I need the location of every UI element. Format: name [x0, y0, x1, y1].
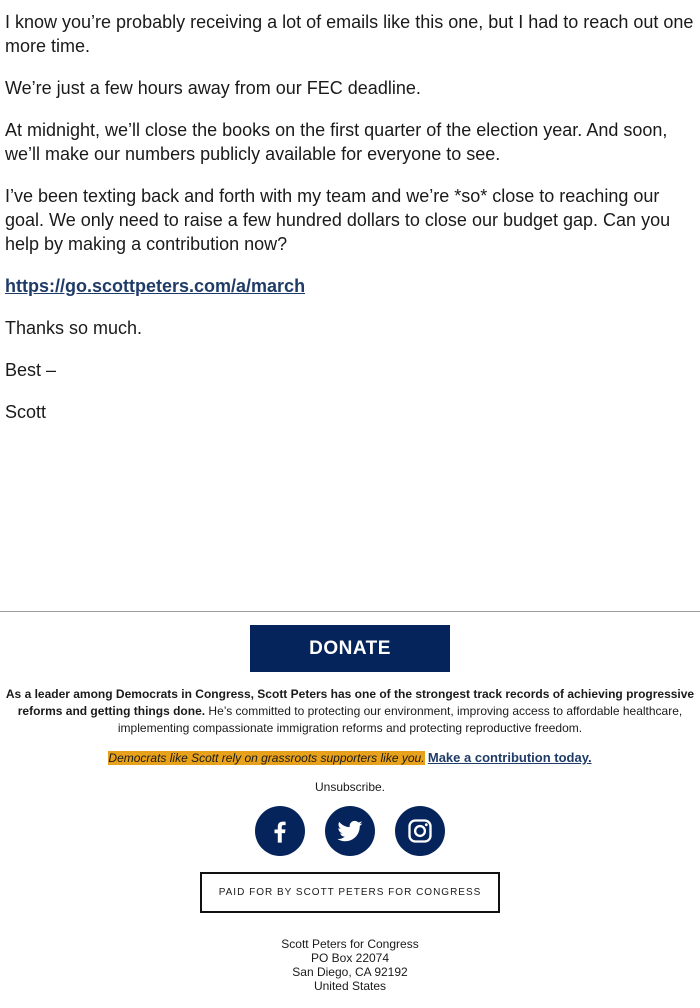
address-line-4: United States: [313, 979, 387, 993]
grassroots-highlight: Democrats like Scott rely on grassroots supporters like you.: [108, 751, 425, 765]
email-body: [0, 0, 700, 424]
mission-rest-text: He’s committed to protecting our environment, improving access to affordable healthcare, implementing compassionate immigration reforms and protecting reproductive freedom.: [117, 704, 683, 735]
paid-for-disclaimer: PAID FOR BY SCOTT PETERS FOR CONGRESS: [200, 872, 500, 913]
email-footer: [0, 625, 700, 993]
address-line-3: San Diego, CA 92192: [292, 965, 408, 979]
mission-statement: [5, 686, 695, 737]
body-paragraph-4: I’ve been texting back and forth with my team and we’re *so* close to reaching our goal. We only need to raise a few hundred dollars to close our budget gap. Can you help by making a contribution now?: [5, 186, 671, 254]
footer-divider: [0, 611, 700, 612]
mailing-address: [0, 937, 700, 993]
body-paragraph-2: We’re just a few hours away from our FEC deadline.: [5, 78, 421, 98]
mission-bold-text: As a leader among Democrats in Congress, Scott Peters has one of the strongest track records of achieving progressive reforms and getting things done.: [5, 687, 695, 718]
body-paragraph-1: I know you’re probably receiving a lot of emails like this one, but I had to reach out one more time.: [5, 12, 694, 56]
donation-link-paragraph: [5, 274, 695, 298]
unsubscribe-link[interactable]: Unsubscribe.: [314, 780, 386, 794]
grassroots-line: [0, 750, 700, 766]
donate-button[interactable]: DONATE: [250, 625, 450, 672]
signoff-text: Best –: [5, 360, 57, 380]
facebook-icon[interactable]: [255, 806, 305, 856]
instagram-icon[interactable]: [395, 806, 445, 856]
body-paragraph-3: At midnight, we’ll close the books on the first quarter of the election year. And soon, we’ll make our numbers publicly available for everyone to see.: [5, 120, 668, 164]
signature-text: Scott: [5, 402, 47, 422]
address-line-2: PO Box 22074: [310, 951, 390, 965]
thanks-text: Thanks so much.: [5, 318, 143, 338]
social-icons: [0, 806, 700, 856]
contribute-link[interactable]: Make a contribution today.: [427, 750, 592, 765]
donation-link[interactable]: https://go.scottpeters.com/a/march: [5, 276, 306, 296]
address-line-1: Scott Peters for Congress: [281, 937, 419, 951]
twitter-icon[interactable]: [325, 806, 375, 856]
